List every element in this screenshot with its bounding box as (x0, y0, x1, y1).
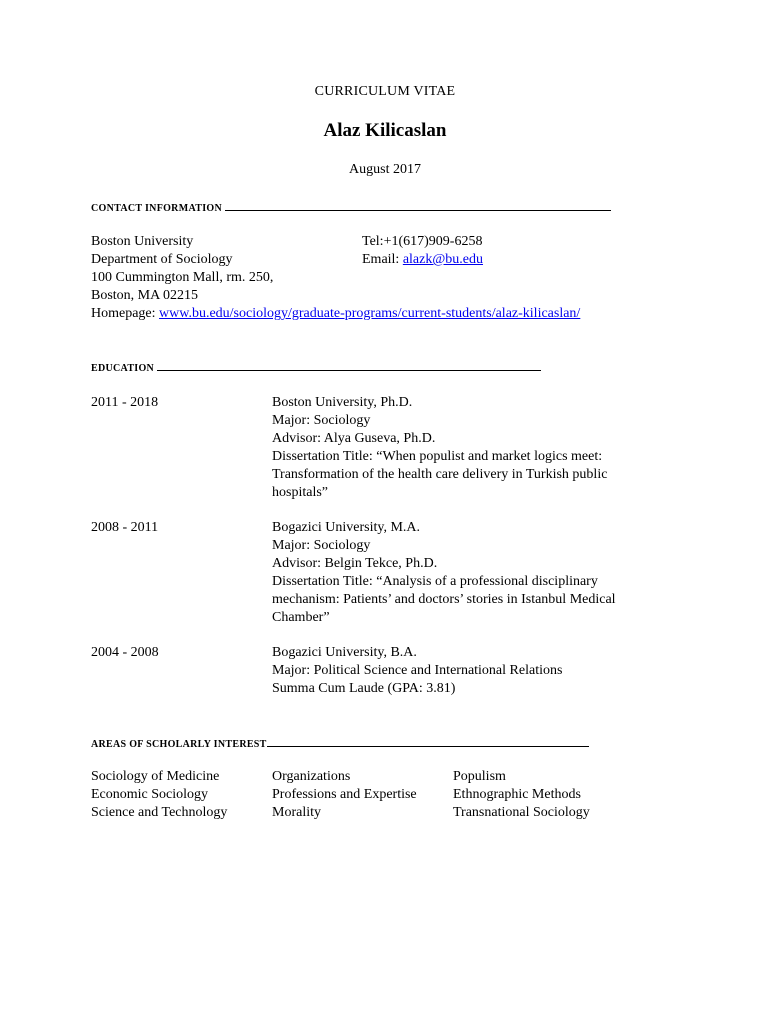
education-line: mechanism: Patients’ and doctors’ stories in Istanbul Medical (272, 592, 616, 607)
contact-university: Boston University (91, 234, 194, 249)
interest-item: Transnational Sociology (453, 805, 590, 820)
interests-column (91, 768, 227, 822)
contact-phone-email (362, 233, 483, 269)
education-heading-text: EDUCATION (91, 363, 155, 374)
section-rule (267, 737, 589, 747)
section-rule (157, 361, 541, 371)
education-line: Advisor: Belgin Tekce, Ph.D. (272, 556, 438, 571)
education-line: Bogazici University, B.A. (272, 645, 417, 660)
interests-heading (91, 737, 589, 750)
contact-heading (91, 201, 611, 214)
interests-heading-text: AREAS OF SCHOLARLY INTEREST (91, 739, 267, 750)
interests-column (453, 768, 590, 822)
contact-address (91, 233, 580, 323)
document-date: August 2017 (349, 162, 421, 177)
education-details (272, 519, 662, 627)
education-years: 2004 - 2008 (91, 645, 159, 660)
education-line: Major: Sociology (272, 538, 371, 553)
education-line: Chamber” (272, 610, 330, 625)
contact-tel: Tel:+1(617)909-6258 (362, 234, 483, 249)
education-line: Bogazici University, M.A. (272, 520, 421, 535)
education-line: Major: Political Science and International Relations (272, 663, 563, 678)
education-heading (91, 361, 541, 374)
interest-item: Sociology of Medicine (91, 769, 220, 784)
email-label: Email: (362, 252, 400, 267)
interests-column (272, 768, 417, 822)
contact-city: Boston, MA 02215 (91, 288, 198, 303)
education-details (272, 394, 662, 502)
education-line: Major: Sociology (272, 413, 371, 428)
interest-item: Economic Sociology (91, 787, 209, 802)
education-line: Dissertation Title: “Analysis of a professional disciplinary (272, 574, 598, 589)
document-label: CURRICULUM VITAE (314, 84, 456, 99)
interest-item: Science and Technology (91, 805, 228, 820)
education-years: 2011 - 2018 (91, 395, 159, 410)
education-line: Dissertation Title: “When populist and market logics meet: (272, 449, 603, 464)
education-line: Boston University, Ph.D. (272, 395, 413, 410)
education-years: 2008 - 2011 (91, 520, 159, 535)
interest-item: Morality (272, 805, 321, 820)
contact-heading-text: CONTACT INFORMATION (91, 203, 222, 214)
section-rule (225, 201, 611, 211)
homepage-link[interactable]: www.bu.edu/sociology/graduate-programs/current-students/alaz-kilicaslan/ (159, 306, 581, 321)
homepage-label: Homepage: (91, 306, 156, 321)
interest-item: Organizations (272, 769, 351, 784)
contact-department: Department of Sociology (91, 252, 233, 267)
education-details (272, 644, 662, 698)
interest-item: Professions and Expertise (272, 787, 417, 802)
education-line: Summa Cum Laude (GPA: 3.81) (272, 681, 456, 696)
interest-item: Ethnographic Methods (453, 787, 581, 802)
contact-street: 100 Cummington Mall, rm. 250, (91, 270, 274, 285)
contact-email-line (362, 251, 483, 269)
email-link[interactable]: alazk@bu.edu (402, 252, 483, 267)
contact-homepage-line (91, 305, 580, 323)
person-name: Alaz Kilicaslan (323, 120, 447, 141)
education-line: hospitals” (272, 485, 328, 500)
education-line: Transformation of the health care delivery in Turkish public (272, 467, 608, 482)
interest-item: Populism (453, 769, 506, 784)
education-line: Advisor: Alya Guseva, Ph.D. (272, 431, 436, 446)
